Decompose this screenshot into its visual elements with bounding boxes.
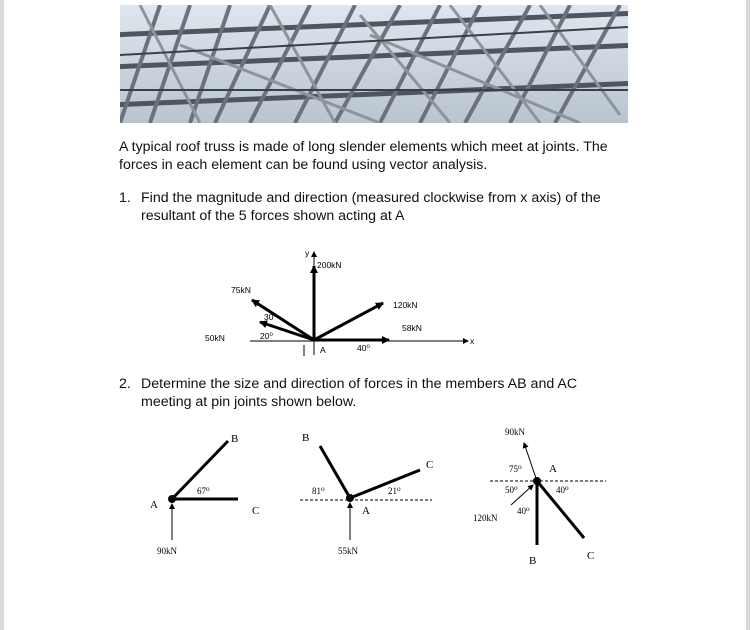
label-a: A: [150, 499, 158, 511]
joint-a: [534, 478, 541, 485]
angle-40a-label: 40⁰: [556, 485, 569, 495]
label-c: C: [587, 550, 595, 562]
force-120-label: 120kN: [473, 513, 498, 523]
force-55-label: 55kN: [338, 546, 358, 556]
force-90-arrow: [524, 443, 537, 481]
joint-a: [347, 495, 354, 502]
y-axis-label: y: [305, 248, 310, 258]
angle-50-label: 50⁰: [505, 485, 518, 495]
angle-81-label: 81⁰: [312, 486, 325, 496]
angle-30-label: 30⁰: [264, 312, 277, 322]
angle-40b-label: 40⁰: [517, 506, 530, 516]
label-b: B: [529, 555, 537, 567]
force-120-label: 120kN: [393, 300, 418, 310]
point-a-label: A: [320, 345, 326, 355]
force-75-label: 75kN: [231, 285, 251, 295]
label-a: A: [362, 505, 370, 517]
figure-1: [250, 252, 468, 356]
label-b: B: [302, 432, 310, 444]
force-200-label: 200kN: [317, 260, 342, 270]
joint-a: [169, 496, 176, 503]
force-90-label: 90kN: [505, 427, 525, 437]
angle-75-label: 75⁰: [509, 464, 522, 474]
label-b: B: [231, 433, 239, 445]
label-a: A: [549, 463, 557, 475]
question-2-text: Determine the size and direction of forces in the members AB and AC meeting at pin joints shown below.: [141, 376, 578, 410]
force-120-arrow: [314, 303, 383, 340]
angle-21-label: 21⁰: [388, 486, 401, 496]
label-c: C: [426, 459, 434, 471]
force-90-label: 90kN: [157, 546, 177, 556]
force-58-label: 58kN: [402, 323, 422, 333]
intro-paragraph: A typical roof truss is made of long slender elements which meet at joints. The forces in each element can be found using vector analysis.: [119, 139, 608, 173]
angle-40-label: 40⁰: [357, 343, 370, 353]
label-c: C: [252, 505, 260, 517]
question-2-number: 2.: [119, 376, 131, 392]
angle-20-label: 20⁰: [260, 331, 273, 341]
question-1-number: 1.: [119, 190, 131, 206]
x-axis-label: x: [470, 336, 475, 346]
member-ac: [350, 470, 420, 498]
question-1-text: Find the magnitude and direction (measured clockwise from x axis) of the resultant of the 5 forces shown acting at A: [141, 190, 601, 224]
force-50-label: 50kN: [205, 333, 225, 343]
angle-67-label: 67⁰: [197, 486, 210, 496]
